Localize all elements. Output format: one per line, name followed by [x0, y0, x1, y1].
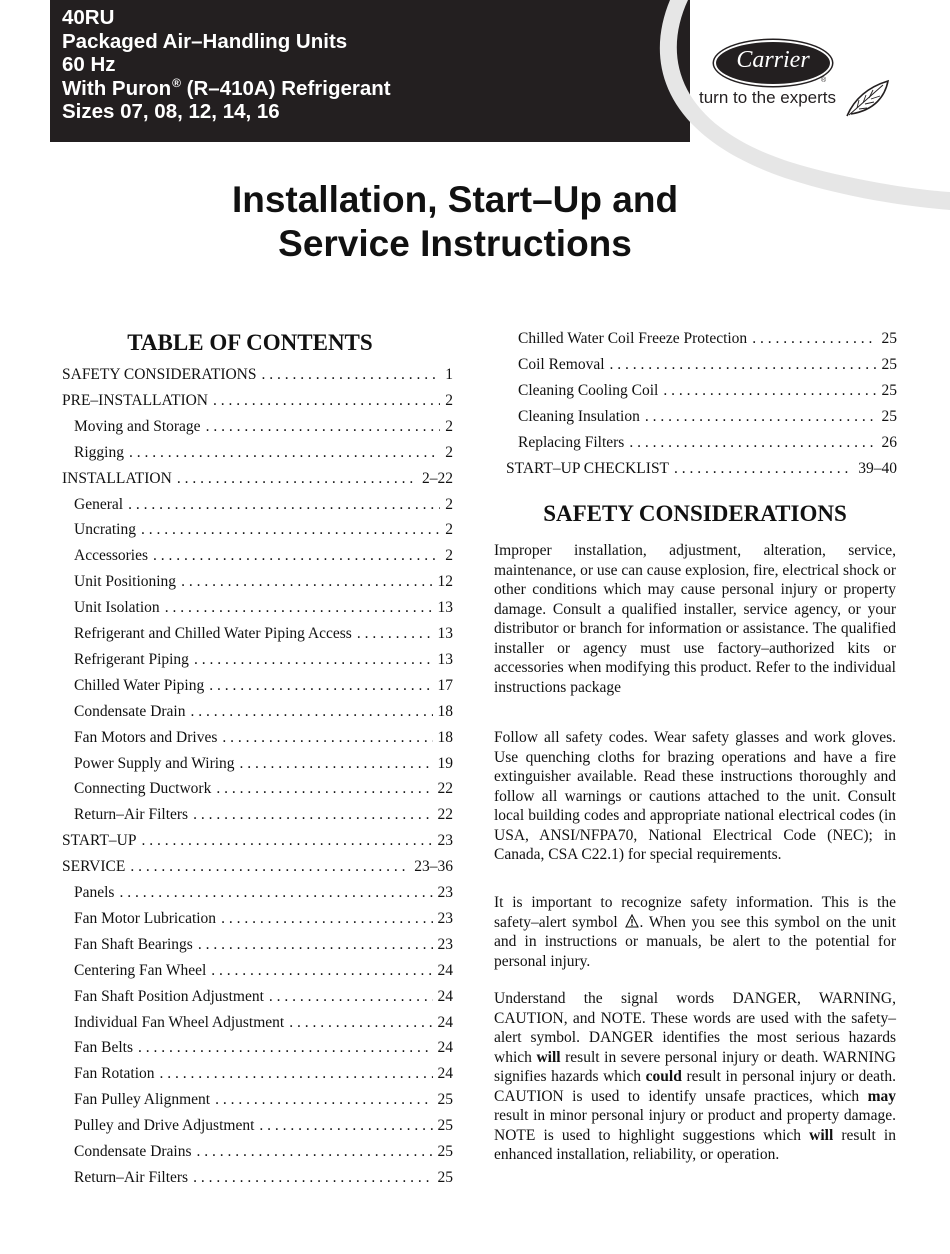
toc-entry — [74, 910, 453, 932]
toc-entry — [62, 366, 453, 388]
toc-leader-dots — [222, 729, 432, 747]
product-type: Packaged Air–Handling Units — [62, 29, 348, 53]
toc-entry — [74, 884, 453, 906]
toc-entry-label: Uncrating — [74, 521, 136, 539]
toc-leader-dots — [206, 418, 441, 436]
toc-entry-page: 24 — [437, 1013, 453, 1031]
toc-entry-page: 24 — [437, 1065, 453, 1083]
toc-entry-label: SAFETY CONSIDERATIONS — [62, 366, 257, 383]
toc-entry — [74, 1169, 453, 1191]
toc-entry-page: 25 — [437, 1143, 453, 1160]
toc-entry-page: 13 — [437, 625, 453, 642]
toc-entry-page: 26 — [881, 433, 897, 451]
toc-entry-label: Fan Belts — [74, 1039, 133, 1057]
toc-entry — [74, 547, 453, 569]
toc-leader-dots — [211, 962, 432, 980]
toc-leader-dots — [138, 1039, 433, 1057]
document-title: Installation, Start–Up and Service Instructions — [231, 179, 679, 264]
toc-entry-page: 25 — [881, 355, 897, 373]
toc-leader-dots — [141, 832, 432, 850]
toc-entry — [74, 780, 453, 802]
toc-leader-dots — [130, 858, 409, 876]
toc-entry-label: START–UP CHECKLIST — [506, 459, 670, 477]
toc-entry-page: 23 — [437, 884, 453, 901]
safety-paragraph-3: It is important to recognize safety information. This is the safety–alert symbol . When you see this symbol on the unit and in instructions or manuals, be alert to the potential for personal injury. — [494, 894, 896, 970]
toc-entry — [74, 444, 453, 466]
toc-entry-label: PRE–INSTALLATION — [62, 391, 209, 409]
toc-entry-page: 18 — [437, 702, 453, 720]
toc-entry — [74, 806, 453, 828]
toc-entry-label: Moving and Storage — [74, 417, 201, 435]
toc-entry — [74, 1143, 453, 1165]
product-header — [62, 6, 391, 124]
toc-entry-page: 24 — [437, 961, 453, 979]
toc-leader-dots — [209, 677, 432, 695]
toc-entry — [62, 858, 453, 880]
toc-entry — [74, 988, 453, 1010]
toc-entry-label: Condensate Drain — [74, 702, 186, 720]
toc-leader-dots — [216, 780, 432, 798]
toc-leader-dots — [259, 1117, 432, 1135]
toc-leader-dots — [261, 366, 440, 384]
toc-entry-page: 23–36 — [414, 858, 453, 876]
toc-entry — [74, 651, 453, 673]
toc-entry — [74, 1039, 453, 1061]
toc-entry-label: Return–Air Filters — [74, 1168, 189, 1186]
toc-entry-label: Accessories — [74, 547, 149, 565]
toc-entry-label: Replacing Filters — [518, 433, 625, 451]
toc-heading: TABLE OF CONTENTS — [127, 330, 373, 355]
toc-entry-label: Cleaning Cooling Coil — [518, 381, 659, 399]
toc-leader-dots — [193, 1169, 432, 1187]
toc-entry-page: 19 — [437, 754, 453, 772]
toc-entry-label: Individual Fan Wheel Adjustment — [74, 1013, 285, 1031]
toc-entry-page: 24 — [437, 1039, 453, 1057]
warning-triangle-icon — [625, 914, 639, 928]
toc-entry-label: Condensate Drains — [74, 1143, 192, 1160]
leaf-icon — [845, 78, 890, 118]
toc-entry — [74, 677, 453, 699]
toc-entry — [74, 521, 453, 543]
toc-entry-label: Pulley and Drive Adjustment — [74, 1117, 255, 1135]
toc-entry-page: 25 — [881, 381, 897, 399]
toc-leader-dots — [198, 936, 433, 954]
toc-entry-page: 25 — [437, 1117, 453, 1135]
logo-trademark: ® — [821, 77, 827, 84]
toc-entry-page: 2 — [445, 495, 453, 513]
toc-entry-page: 23 — [437, 832, 453, 850]
toc-entry-label: General — [74, 495, 124, 513]
toc-entry-label: START–UP — [62, 832, 137, 850]
toc-leader-dots — [269, 988, 433, 1006]
unit-sizes: Sizes 07, 08, 12, 14, 16 — [62, 100, 280, 123]
toc-entry-label: Fan Motors and Drives — [74, 728, 218, 746]
carrier-logo-text: Carrier — [736, 47, 810, 73]
toc-entry — [518, 408, 897, 430]
toc-entry-page: 22 — [437, 780, 453, 798]
toc-entry — [74, 573, 453, 595]
toc-leader-dots — [181, 573, 432, 591]
toc-leader-dots — [663, 382, 876, 400]
toc-leader-dots — [674, 460, 853, 478]
toc-entry — [74, 625, 453, 647]
toc-entry-label: INSTALLATION — [62, 469, 172, 487]
toc-entry-page: 13 — [437, 599, 453, 617]
toc-leader-dots — [177, 470, 417, 488]
safety-paragraph-1: Improper installation, adjustment, alteration, service, maintenance, or use can cause explosion, fire, electrical shock or other conditions which may cause personal injury or property damage. Consult a qualified installer, service agency, or your distributor or branch for information or assistance. The qualified installer or agency must use factory–authorized kits or accessories when modifying this product. Refer to the individual instructions package — [494, 542, 896, 696]
refrigerant-line: With Puron® (R–410A) Refrigerant — [62, 75, 391, 100]
toc-entry — [74, 1117, 453, 1139]
toc-entry — [506, 460, 897, 482]
toc-entry-page: 23 — [437, 909, 453, 927]
brand-tagline: turn to the experts — [699, 88, 837, 107]
toc-entry — [62, 392, 453, 414]
toc-entry-page: 18 — [437, 728, 453, 746]
model-number: 40RU — [62, 6, 115, 29]
toc-entry-page: 24 — [437, 987, 453, 1005]
toc-entry-label: Unit Positioning — [74, 573, 177, 591]
toc-entry-page: 2 — [445, 547, 453, 565]
toc-leader-dots — [215, 1091, 432, 1109]
toc-entry-page: 25 — [881, 407, 897, 425]
toc-entry — [518, 330, 897, 352]
toc-entry-label: Power Supply and Wiring — [74, 754, 235, 772]
toc-entry — [74, 755, 453, 777]
toc-entry-page: 22 — [437, 806, 453, 824]
toc-entry-page: 12 — [437, 573, 453, 591]
toc-leader-dots — [194, 651, 433, 669]
safety-paragraph-2: Follow all safety codes. Wear safety glasses and work gloves. Use quenching cloths for brazing operations and have a fire extinguisher available. Read these instructions thoroughly and follow all warnings or cautions attached to the unit. Consult local building codes and appropriate national electrical codes (in USA, ANSI/NFPA70, National Electrical Code (NEC); in Canada, CSA C22.1) for special requirements. — [494, 729, 896, 863]
toc-entry-page: 25 — [881, 330, 897, 347]
toc-entry — [74, 599, 453, 621]
toc-entry-label: Fan Shaft Bearings — [74, 935, 193, 953]
toc-entry — [74, 1091, 453, 1113]
registered-mark: ® — [172, 75, 181, 90]
toc-entry-page: 25 — [437, 1168, 453, 1186]
toc-entry-label: Chilled Water Coil Freeze Protection — [518, 330, 748, 347]
toc-leader-dots — [165, 599, 433, 617]
toc-entry-page: 13 — [437, 650, 453, 668]
toc-entry-page: 2–22 — [422, 469, 453, 487]
toc-entry-page: 2 — [445, 443, 453, 461]
toc-entry-label: Panels — [74, 884, 115, 901]
toc-entry-label: Fan Rotation — [74, 1065, 155, 1083]
toc-leader-dots — [190, 703, 432, 721]
toc-entry-label: Chilled Water Piping — [74, 676, 205, 694]
toc-entry-page: 2 — [445, 521, 453, 539]
toc-entry-label: Fan Pulley Alignment — [74, 1091, 211, 1109]
toc-leader-dots — [129, 444, 440, 462]
safety-paragraph-4: Understand the signal words DANGER, WARNING, CAUTION, and NOTE. These words are used with the safety–alert symbol. DANGER identifies the most serious hazards which will result in severe personal injury or death. WARNING signifies hazards which could result in personal injury or death. CAUTION is used to identify unsafe practices, which may result in minor personal injury or product and property damage. NOTE is used to highlight suggestions which will result in enhanced installation, reliability, or operation. — [494, 990, 896, 1163]
toc-entry-page: 2 — [445, 391, 453, 409]
toc-entry-label: Refrigerant and Chilled Water Piping Access — [74, 625, 352, 642]
toc-entry-label: Refrigerant Piping — [74, 650, 189, 668]
toc-leader-dots — [610, 356, 877, 374]
toc-entry-label: SERVICE — [62, 858, 126, 876]
frequency: 60 Hz — [62, 53, 116, 76]
toc-leader-dots — [629, 434, 876, 452]
toc-leader-dots — [193, 806, 432, 824]
toc-entry-label: Centering Fan Wheel — [74, 961, 207, 979]
toc-entry — [74, 703, 453, 725]
toc-entry-label: Return–Air Filters — [74, 806, 189, 824]
toc-entry-page: 2 — [445, 417, 453, 435]
toc-entry-label: Fan Motor Lubrication — [74, 909, 217, 927]
toc-entry-page: 1 — [445, 366, 453, 383]
toc-entry — [74, 936, 453, 958]
safety-heading: SAFETY CONSIDERATIONS — [543, 501, 847, 526]
toc-entry — [518, 356, 897, 378]
toc-leader-dots — [289, 1014, 432, 1032]
toc-entry — [74, 962, 453, 984]
toc-entry-page: 25 — [437, 1091, 453, 1109]
toc-leader-dots — [645, 408, 877, 426]
toc-leader-dots — [240, 755, 433, 773]
toc-entry — [518, 434, 897, 456]
toc-entry — [74, 418, 453, 440]
toc-entry-label: Connecting Ductwork — [74, 780, 212, 798]
toc-leader-dots — [357, 625, 433, 643]
toc-leader-dots — [213, 392, 440, 410]
toc-entry-label: Rigging — [74, 443, 124, 461]
toc-entry — [62, 470, 453, 492]
toc-entry — [62, 832, 453, 854]
toc-entry-label: Cleaning Insulation — [518, 407, 640, 425]
toc-leader-dots — [128, 496, 440, 514]
toc-leader-dots — [752, 330, 876, 348]
toc-entry-page: 17 — [437, 676, 453, 694]
toc-entry — [74, 496, 453, 518]
toc-leader-dots — [160, 1065, 433, 1083]
toc-entry-label: Coil Removal — [518, 355, 605, 373]
toc-entry — [74, 729, 453, 751]
toc-leader-dots — [119, 884, 432, 902]
toc-entry — [518, 382, 897, 404]
toc-entry-label: Fan Shaft Position Adjustment — [74, 987, 264, 1005]
toc-leader-dots — [197, 1143, 433, 1161]
toc-leader-dots — [141, 521, 440, 539]
toc-entry-page: 23 — [437, 935, 453, 953]
toc-entry-page: 39–40 — [858, 459, 897, 477]
toc-entry — [74, 1065, 453, 1087]
toc-entry-label: Unit Isolation — [74, 599, 160, 617]
toc-leader-dots — [221, 910, 432, 928]
toc-entry — [74, 1014, 453, 1036]
toc-leader-dots — [153, 547, 440, 565]
